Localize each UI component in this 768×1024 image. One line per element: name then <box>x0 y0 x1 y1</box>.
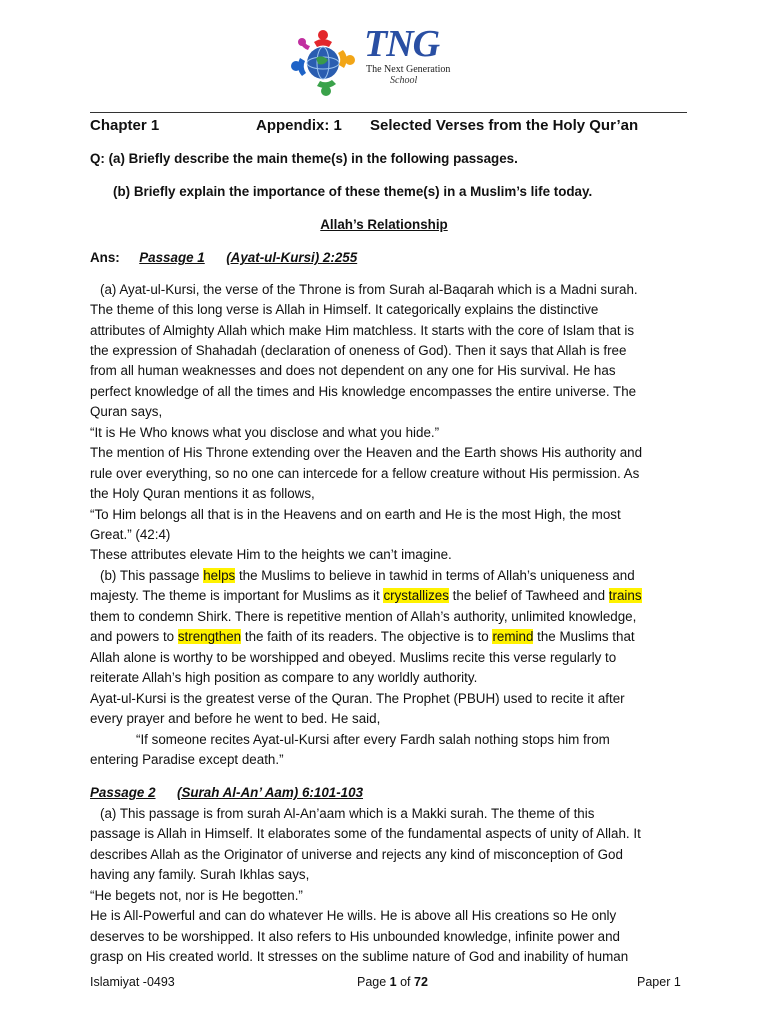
logo-school: School <box>390 75 418 86</box>
passage2-heading: Passage 2 <box>90 785 156 800</box>
p1b-line: every prayer and before he went to bed. He said, <box>90 711 381 726</box>
passage2-reference: (Surah Al-An’ Aam) 6:101-103 <box>176 785 364 800</box>
p2-line: describes Allah as the Originator of universe and rejects any kind of misconception of God <box>90 847 623 862</box>
highlight: crystallizes <box>383 588 449 603</box>
question-a: Q: (a) Briefly describe the main theme(s) in the following passages. <box>90 151 518 166</box>
p1-line: The mention of His Throne extending over the Heaven and the Earth shows His authority and <box>90 445 643 460</box>
page-of: of <box>396 975 414 989</box>
p1-line: perfect knowledge of all the times and His knowledge encompasses the entire universe. The <box>90 384 637 399</box>
highlight: strengthen <box>177 629 242 644</box>
p1b-line <box>90 586 642 606</box>
p1b-text: the faith of its readers. The objective is to <box>241 629 493 644</box>
appendix-label: Appendix: 1 <box>256 117 342 134</box>
logo-tagline: The Next Generation <box>366 64 451 75</box>
p2-line: having any family. Surah Ikhlas says, <box>90 867 310 882</box>
p1-line: Great.” (42:4) <box>90 527 171 542</box>
p1b-text: the belief of Tawheed and <box>448 588 609 603</box>
header-rule <box>90 112 687 113</box>
page-current: 1 <box>389 975 397 989</box>
p1-quote: “It is He Who knows what you disclose and what you hide.” <box>90 425 440 440</box>
highlight: trains <box>608 588 642 603</box>
p1b-line <box>100 566 635 586</box>
p1b-line: reiterate Allah’s high position as compare to any worldly authority. <box>90 670 478 685</box>
p2-line: deserves to be worshipped. It also refers to His unbounded knowledge, infinite power and <box>90 929 620 944</box>
p1b-line: them to condemn Shirk. There is repetitive mention of Allah’s authority, unlimited knowledge, <box>90 609 637 624</box>
p1-line: rule over everything, so no one can intercede for a fellow creature without His permission. As <box>90 466 640 481</box>
p2-line: (a) This passage is from surah Al-An’aam which is a Makki surah. The theme of this <box>100 806 595 821</box>
p2-line: He is All-Powerful and can do whatever He wills. He is above all His creations so He only <box>90 908 617 923</box>
p1-line: the Holy Quran mentions it as follows, <box>90 486 315 501</box>
passage1-reference: (Ayat-ul-Kursi) 2:255 <box>226 250 358 265</box>
p2-line: passage is Allah in Himself. It elaborates some of the fundamental aspects of unity of Allah. It <box>90 826 641 841</box>
p1-line: (a) Ayat-ul-Kursi, the verse of the Throne is from Surah al-Baqarah which is a Madni surah. <box>100 282 638 297</box>
p1b-quote: “If someone recites Ayat-ul-Kursi after every Fardh salah nothing stops him from <box>136 732 610 747</box>
question-b: (b) Briefly explain the importance of these theme(s) in a Muslim’s life today. <box>113 184 593 199</box>
highlight: remind <box>492 629 534 644</box>
p1-line: attributes of Almighty Allah which make Him matchless. It starts with the core of Islam that is <box>90 323 635 338</box>
logo-wordmark <box>364 24 456 87</box>
p1-line: Quran says, <box>90 404 163 419</box>
footer-left: Islamiyat -0493 <box>90 975 175 989</box>
p1b-text: and powers to <box>90 629 178 644</box>
page-prefix: Page <box>357 975 390 989</box>
highlight: helps <box>203 568 236 583</box>
p1b-line: Ayat-ul-Kursi is the greatest verse of the Quran. The Prophet (PBUH) used to recite it after <box>90 691 625 706</box>
school-logo <box>286 24 456 102</box>
p2-quote: “He begets not, nor is He begotten.” <box>90 888 303 903</box>
p1-line: from all human weaknesses and does not dependent on any one for His survival. He has <box>90 363 616 378</box>
passage1-heading: Passage 1 <box>139 250 205 265</box>
p1-quote: “To Him belongs all that is in the Heavens and on earth and He is the most High, the most <box>90 507 621 522</box>
p1b-text: majesty. The theme is important for Muslims as it <box>90 588 384 603</box>
page-total: 72 <box>414 975 428 989</box>
p1-line: These attributes elevate Him to the heights we can’t imagine. <box>90 547 452 562</box>
logo-brand: TNG <box>364 23 440 65</box>
p1-line: the expression of Shahadah (declaration of oneness of God). Then it says that Allah is free <box>90 343 627 358</box>
globe-people-logo-icon <box>286 26 360 100</box>
p1b-text: the Muslims that <box>533 629 635 644</box>
p1-line: The theme of this long verse is Allah in Himself. It categorically explains the distinctive <box>90 302 599 317</box>
footer-right: Paper 1 <box>637 975 681 989</box>
page-number <box>357 973 428 991</box>
p1b-text: the Muslims to believe in tawhid in terms of Allah’s uniqueness and <box>235 568 635 583</box>
passage2-heading-row <box>90 783 363 803</box>
document-title: Selected Verses from the Holy Qur’an <box>370 117 639 134</box>
p2-line: grasp on His created world. It stresses on the sublime nature of God and inability of human <box>90 949 629 964</box>
p1b-text: (b) This passage <box>100 568 204 583</box>
answer-label: Ans: <box>90 250 120 265</box>
chapter-label: Chapter 1 <box>90 117 160 134</box>
p1b-quote: entering Paradise except death.” <box>90 752 284 767</box>
passage1-heading-row <box>90 248 357 268</box>
p1b-line: Allah alone is worthy to be worshipped and obeyed. Muslims recite this verse regularly to <box>90 650 617 665</box>
p1b-line <box>90 627 635 647</box>
section-title: Allah’s Relationship <box>320 217 448 232</box>
